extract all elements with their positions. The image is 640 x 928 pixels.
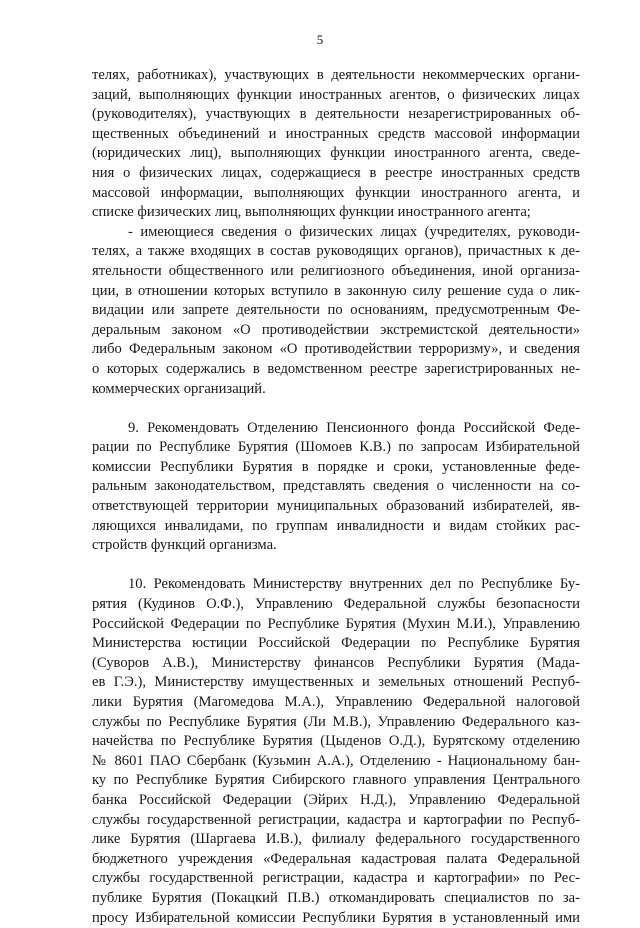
text-line: лике Бурятия (Шаргаева И.В.), филиалу федерального государственного (92, 831, 580, 848)
text-line: 9. Рекомендовать Отделению Пенсионного фонда Российской Феде- (128, 419, 580, 436)
text-line: либо Федеральным законом «О противодействии терроризму», и сведения (92, 341, 580, 358)
text-line: службы государственной регистрации, кадастра и картографии по Респуб- (92, 811, 580, 828)
text-line: ятельности общественного или религиозного объединения, иной организа- (92, 262, 580, 279)
text-line: коммерческих организаций. (92, 380, 266, 397)
text-line: рации по Республике Бурятия (Шомоев К.В.) по запросам Избирательной (92, 439, 580, 456)
text-line: публике Бурятия (Покацкий П.В.) откомандировать специалистов по за- (92, 889, 580, 906)
text-line: телях, а также входящих в состав руководящих органов), причастных к де- (92, 243, 580, 260)
text-line: рятия (Кудинов О.Ф.), Управлению Федеральной службы безопасности (92, 596, 580, 613)
text-line: (Суворов А.В.), Министерству финансов Республики Бурятия (Мада- (92, 654, 580, 671)
text-line: (юридических лиц), выполняющих функции иностранного агента, сведе- (92, 145, 580, 162)
paragraph-gap (92, 399, 580, 419)
text-line: массовой информации, выполняющих функции иностранного агента, и (92, 184, 580, 201)
text-line: комиссии Республики Бурятия в порядке и сроки, установленные феде- (92, 458, 580, 475)
paragraph-continuation (92, 66, 580, 223)
paragraph-gap (92, 556, 580, 576)
text-line: заций, выполняющих функции иностранных агентов, о физических лицах (92, 86, 580, 103)
text-line: службы по Республике Бурятия (Ли М.В.), Управлению Федерального каз- (92, 713, 580, 730)
document-body (92, 66, 580, 928)
text-line: просу Избирательной комиссии Республики Бурятия в установленный ими (92, 909, 580, 926)
text-line: 10. Рекомендовать Министерству внутренних дел по Республике Бу- (128, 576, 580, 593)
text-line: ции, в отношении которых вступило в законную силу решение суда о лик- (92, 282, 580, 299)
text-line: № 8601 ПАО Сбербанк (Кузьмин А.А.), Отделению - Национальному бан- (92, 752, 580, 769)
text-line: начейства по Республике Бурятия (Цыденов О.Д.), Бурятскому отделению (92, 733, 580, 750)
text-line: лики Бурятия (Магомедова М.А.), Управлению Федеральной налоговой (92, 694, 580, 710)
text-line: ответствующей территории муниципальных образований избирателей, яв- (92, 498, 580, 515)
text-line: бюджетного учреждения «Федеральная кадастровая палата Федеральной (92, 850, 580, 867)
text-line: банка Российской Федерации (Эйрих Н.Д.), Управлению Федеральной (92, 791, 580, 808)
text-line: Российской Федерации по Республике Бурятия (Мухин М.И.), Управлению (92, 615, 580, 632)
paragraph-bullet-extremism (92, 223, 580, 399)
text-line: ляющихся инвалидами, по группам инвалидности и видам стойких рас- (92, 517, 580, 534)
text-line: Министерства юстиции Российской Федерации по Республике Бурятия (92, 635, 580, 652)
text-line: видации или запрете деятельности по основаниям, предусмотренным Фе- (92, 302, 580, 319)
page-number: 5 (316, 32, 324, 47)
text-line: - имеющиеся сведения о физических лицах (учредителях, руководи- (128, 223, 580, 240)
text-line: о которых содержались в ведомственном реестре зарегистрированных не- (92, 360, 580, 377)
paragraph-item-10 (92, 575, 580, 928)
text-line: деральным законом «О противодействии экстремистской деятельности» (92, 321, 580, 338)
text-line: щественных объединений и иностранных средств массовой информации (92, 125, 580, 142)
text-line: службы государственной регистрации, кадастра и картографии» по Рес- (92, 870, 580, 887)
text-line: телях, работниках), участвующих в деятельности некоммерческих органи- (92, 67, 580, 83)
text-line: ку по Республике Бурятия Сибирского главного управления Центрального (92, 772, 580, 789)
text-line: ния о физических лицах, содержащиеся в реестре иностранных средств (92, 164, 580, 181)
text-line: ев Г.Э.), Министерству имущественных и земельных отношений Респуб- (92, 674, 580, 691)
text-line: ральным законодательством, представлять сведения о численности на со- (92, 478, 580, 495)
text-line: списке физических лиц, выполняющих функции иностранного агента; (92, 204, 531, 221)
text-line: (руководителях), участвующих в деятельности незарегистрированных об- (92, 106, 580, 123)
text-line: стройств функций организма. (92, 537, 277, 554)
paragraph-item-9 (92, 419, 580, 556)
